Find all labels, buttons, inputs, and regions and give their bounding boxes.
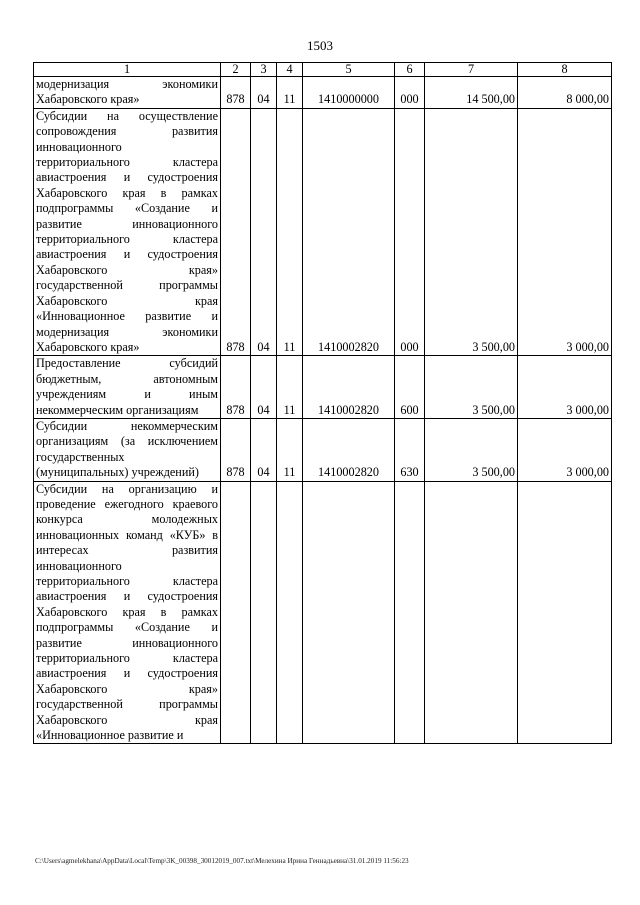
- subsection-code: 11: [277, 418, 303, 481]
- target-article-code: 1410002820: [303, 108, 395, 356]
- column-header: 2: [221, 63, 251, 77]
- amount-year-1: 3 500,00: [425, 108, 518, 356]
- target-article-code: [303, 481, 395, 744]
- file-path-footer: C:\Users\agmelekhana\AppData\Local\Temp\3K_00398_30012019_007.txt\Мелехина Ирина Геннадьевна\31.01.2019 11:56:23: [35, 857, 409, 865]
- section-code: [251, 481, 277, 744]
- amount-year-1: 14 500,00: [425, 77, 518, 109]
- table-row: [34, 356, 612, 419]
- row-description: Субсидии на осуществление сопровождения развития инновационного территориального кластера авиастроения и судостроения Хабаровского края в рамках подпрограммы «Создание и развитие инновационного территориального кластера авиастроения и судостроения Хабаровского края» государственной программы Хабаровского края «Инновационное развитие и модернизация экономики Хабаровского края»: [34, 108, 221, 356]
- table-row: [34, 77, 612, 109]
- amount-year-2: 3 000,00: [518, 418, 612, 481]
- expense-type-code: 000: [395, 77, 425, 109]
- expense-type-code: 000: [395, 108, 425, 356]
- ministry-code: 878: [221, 77, 251, 109]
- section-code: 04: [251, 418, 277, 481]
- amount-year-1: 3 500,00: [425, 418, 518, 481]
- expense-type-code: [395, 481, 425, 744]
- amount-year-2: 8 000,00: [518, 77, 612, 109]
- section-code: 04: [251, 356, 277, 419]
- ministry-code: 878: [221, 108, 251, 356]
- ministry-code: [221, 481, 251, 744]
- row-description: модернизация экономики Хабаровского края»: [34, 77, 221, 109]
- section-code: 04: [251, 108, 277, 356]
- column-header: 3: [251, 63, 277, 77]
- expense-type-code: 630: [395, 418, 425, 481]
- target-article-code: 1410000000: [303, 77, 395, 109]
- subsection-code: 11: [277, 77, 303, 109]
- row-description: Предоставление субсидий бюджетным, автономным учреждениям и иным некоммерческим организациям: [34, 356, 221, 419]
- table-header-row: [34, 63, 612, 77]
- target-article-code: 1410002820: [303, 356, 395, 419]
- column-header: 1: [34, 63, 221, 77]
- column-header: 6: [395, 63, 425, 77]
- row-description: Субсидии на организацию и проведение ежегодного краевого конкурса молодежных инновационных команд «КУБ» в интересах развития инновационного территориального кластера авиастроения и судостроения Хабаровского края в рамках подпрограммы «Создание и развитие инновационного территориального кластера авиастроения и судостроения Хабаровского края» государственной программы Хабаровского края «Инновационное развитие и: [34, 481, 221, 744]
- column-header: 7: [425, 63, 518, 77]
- subsection-code: [277, 481, 303, 744]
- amount-year-2: 3 000,00: [518, 356, 612, 419]
- budget-table: [33, 62, 612, 744]
- expense-type-code: 600: [395, 356, 425, 419]
- table-row: [34, 481, 612, 744]
- column-header: 5: [303, 63, 395, 77]
- subsection-code: 11: [277, 108, 303, 356]
- table-row: [34, 108, 612, 356]
- amount-year-1: [425, 481, 518, 744]
- amount-year-2: 3 000,00: [518, 108, 612, 356]
- amount-year-1: 3 500,00: [425, 356, 518, 419]
- ministry-code: 878: [221, 418, 251, 481]
- column-header: 4: [277, 63, 303, 77]
- row-description: Субсидии некоммерческим организациям (за исключением государственных (муниципальных) учреждений): [34, 418, 221, 481]
- subsection-code: 11: [277, 356, 303, 419]
- table-row: [34, 418, 612, 481]
- ministry-code: 878: [221, 356, 251, 419]
- page-number: 1503: [307, 38, 333, 53]
- column-header: 8: [518, 63, 612, 77]
- section-code: 04: [251, 77, 277, 109]
- target-article-code: 1410002820: [303, 418, 395, 481]
- amount-year-2: [518, 481, 612, 744]
